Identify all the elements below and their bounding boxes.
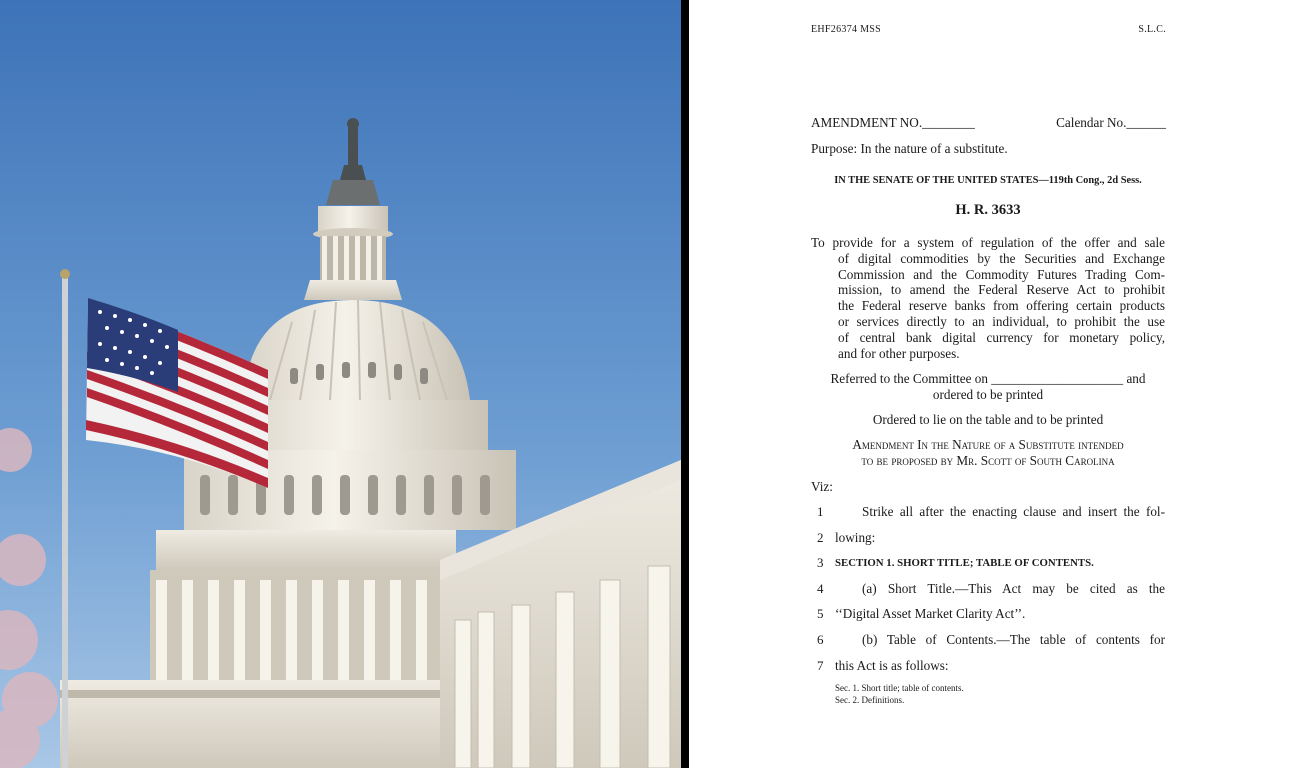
line-text: lowing: [835,530,876,545]
intro-line: Amendment In the Nature of a Substitute intended [852,437,1124,452]
bill-title [811,235,1165,361]
title-line: mission, to amend the Federal Reserve Act to prohibit [838,282,1165,298]
title-line: To provide for a system of regulation of the offer and sale [811,235,1165,250]
referred-line: Referred to the Committee on ____________________ and [830,371,1146,386]
referred-block [811,371,1165,403]
flagpole [62,278,68,768]
bill-document [689,0,1289,768]
senate-line: IN THE SENATE OF THE UNITED STATES—119th Cong., 2d Sess. [834,175,1142,186]
line-text: ‘‘Digital Asset Market Clarity Act’’. [835,606,1026,621]
line-number: 3 [817,555,824,570]
purpose: Purpose: In the nature of a substitute. [811,141,1008,156]
amendment-intro [811,437,1165,469]
title-line: Commission and the Commodity Futures Trading Com- [838,266,1165,282]
referred-line: ordered to be printed [932,387,1044,402]
line-text: (b) Table of Contents.—The table of contents for [862,632,1165,647]
ordered-line: Ordered to lie on the table and to be printed [872,412,1104,427]
line-number: 2 [817,530,824,545]
toc-entry: Sec. 1. Short title; table of contents. [835,683,964,693]
title-line: the Federal reserve banks from offering certain products [838,298,1165,314]
amendment-no: AMENDMENT NO.________ [811,115,975,130]
toc-entry: Sec. 2. Definitions. [835,695,905,705]
slc-label: S.L.C. [1138,24,1166,35]
line-number: 4 [817,581,824,596]
line-text: this Act is as follows: [835,658,949,673]
line-number: 5 [817,606,824,621]
line-text: Strike all after the enacting clause and insert the fol- [862,504,1165,519]
title-line: of digital commodities by the Securities and Exchange [838,250,1165,266]
line-number: 1 [817,504,824,519]
intro-line: to be proposed by Mr. Scott of South Carolina [861,453,1115,468]
title-line: and for other purposes. [838,345,960,361]
line-number: 6 [817,632,824,647]
line-number: 7 [817,658,824,673]
panel-divider [681,0,689,768]
doc-code: EHF26374 MSS [811,24,882,35]
section-heading: SECTION 1. SHORT TITLE; TABLE OF CONTENTS. [835,557,1094,569]
calendar-no: Calendar No.______ [1056,115,1166,130]
title-line: or services directly to an individual, to prohibit the use [838,313,1165,329]
title-line: of central bank digital currency for monetary policy, [838,329,1165,345]
bill-number: H. R. 3633 [955,202,1021,218]
line-text: (a) Short Title.—This Act may be cited as the [862,581,1165,596]
viz-label: Viz: [811,479,833,494]
